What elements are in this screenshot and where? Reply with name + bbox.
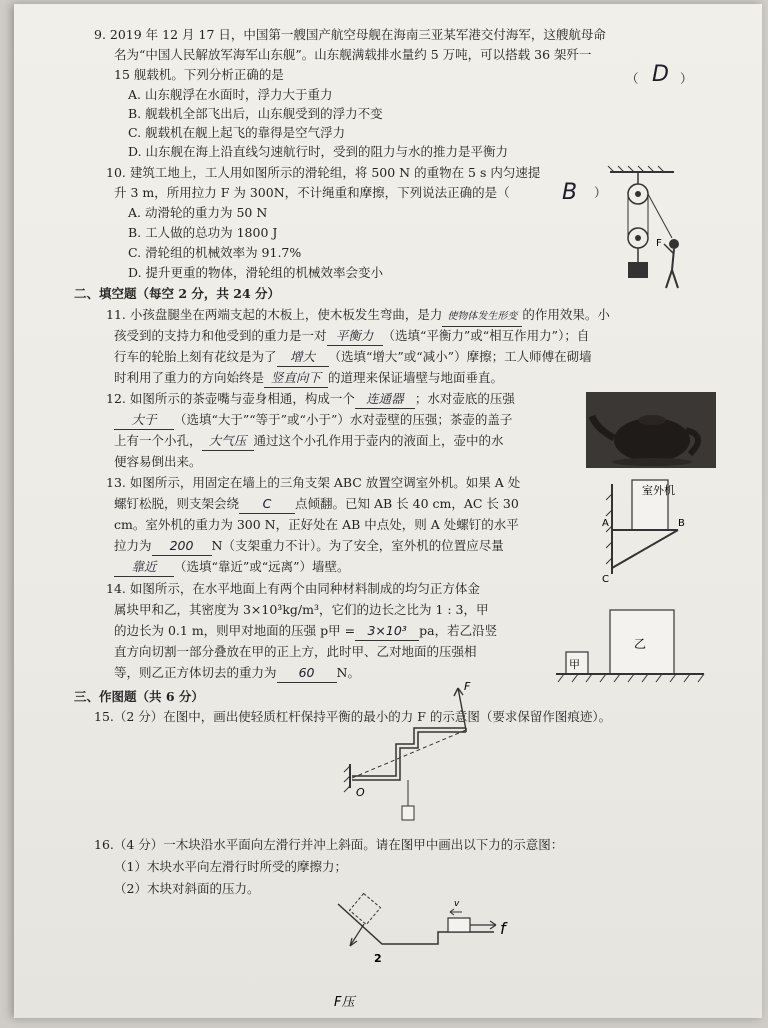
q13-text: （选填“靠近”或“远离”）墙壁。: [174, 559, 350, 574]
q11-line1: [106, 306, 610, 327]
q13-text: 点倾翻。已知 AB 长 40 cm，AC 长 30: [295, 496, 519, 511]
section2-title: 二、填空题（每空 2 分，共 24 分）: [74, 286, 281, 301]
cubes-figure: [554, 608, 714, 688]
point-c-label: C: [602, 574, 609, 585]
q12-line2: [114, 411, 512, 430]
q10-bracket-close: ）: [594, 185, 607, 200]
point-a-label: A: [602, 518, 609, 529]
q9-option-b: B. 舰载机全部飞出后，山东舰受到的浮力不变: [128, 106, 383, 121]
q13-blank2: 200: [152, 537, 212, 556]
q10-answer: B: [562, 180, 578, 205]
q12-line4: 便容易倒出来。: [114, 454, 202, 469]
q12-line1: [106, 390, 515, 409]
outdoor-unit-label: 室外机: [642, 484, 675, 497]
cube-jia-label: 甲: [569, 658, 580, 671]
q14-text: 的边长为 0.1 m，则甲对地面的压强 p甲 =: [114, 623, 356, 638]
q12-text: 上有一个小孔，: [114, 433, 202, 448]
q12-text: ；水对壶底的压强: [414, 391, 515, 406]
q11-blank2: 平衡力: [327, 327, 383, 346]
q12-text: 12. 如图所示的茶壶嘴与壶身相通，构成一个: [106, 391, 355, 406]
q14-line2: 属块甲和乙，其密度为 3×10³kg/m³，它们的边长之比为 1 : 3，甲: [114, 602, 489, 617]
angle-label: 2: [374, 952, 382, 965]
q9-bracket-close: ）: [680, 71, 693, 86]
pulley-figure: [604, 166, 694, 296]
q9-option-a: A. 山东舰浮在水面时，浮力大于重力: [128, 87, 333, 102]
q10-line1: 10. 建筑工地上，工人用如图所示的滑轮组，将 500 N 的重物在 5 s 内匀速提: [106, 165, 541, 180]
q13-line3: cm。室外机的重力为 300 N，正好处在 AB 中点处，则 A 处螺钉的水平: [114, 517, 519, 532]
q16-line1: 16.（4 分）一木块沿水平面向左滑行并冲上斜面。请在图甲中画出以下力的示意图：: [94, 837, 564, 852]
q10-line2: 升 3 m，所用拉力 F 为 300N，不计绳重和摩擦，下列说法正确的是（: [114, 185, 510, 200]
q11-line3: [114, 348, 592, 367]
q9-line2: 名为“中国人民解放军海军山东舰”。山东舰满载排水量约 5 万吨，可以搭载 36 架歼一: [114, 47, 592, 62]
q13-line2: [114, 495, 519, 514]
point-b-label: B: [678, 518, 685, 529]
q11-blank4: 竖直向下: [264, 369, 328, 388]
q11-text: （选填“增大”或“减小”）摩擦；工人师傅在砌墙: [328, 349, 592, 364]
q14-text: pa，若乙沿竖: [419, 623, 498, 638]
q13-blank1: C: [239, 495, 295, 514]
q9-option-d: D. 山东舰在海上沿直线匀速航行时，受到的阻力与水的推力是平衡力: [128, 144, 509, 159]
q13-text: N（支架重力不计）。为了安全，室外机的位置应尽量: [211, 538, 504, 553]
q11-blank1: 使物体发生形变: [442, 308, 522, 327]
q10-option-b: B. 工人做的总功为 1800 J: [128, 225, 278, 240]
q16-sub1: （1）木块水平向左滑行时所受的摩擦力；: [114, 859, 347, 874]
q16-sub2: （2）木块对斜面的压力。: [114, 881, 260, 896]
q15-line1: 15.（2 分）在图中，画出使轻质杠杆保持平衡的最小的力 F 的示意图（要求保留作图痕迹）。: [94, 709, 612, 724]
q11-text: 的道理来保证墙壁与地面垂直。: [328, 370, 504, 385]
q14-text: N。: [336, 665, 360, 680]
lever-figure: [336, 680, 476, 820]
q10-option-c: C. 滑轮组的机械效率为 91.7%: [128, 245, 302, 260]
q12-text: 通过这个小孔作用于壶内的液面上，壶中的水: [253, 433, 504, 448]
section3-title: 三、作图题（共 6 分）: [74, 689, 204, 704]
q12-line3: [114, 432, 504, 451]
q12-blank1: 连通器: [355, 390, 415, 409]
q11-text: 孩受到的支持力和他受到的重力是一对: [114, 328, 327, 343]
friction-label: f: [500, 919, 506, 938]
q9-bracket-open: （: [626, 71, 639, 86]
lever-f-label: F: [464, 680, 471, 693]
q9-option-c: C. 舰载机在舰上起飞的靠得是空气浮力: [128, 125, 346, 140]
lever-o-label: O: [356, 786, 365, 799]
q11-line2: [114, 327, 589, 346]
q12-text: （选填“大于”“等于”或“小于”）水对壶壁的压强；茶壶的盖子: [174, 412, 513, 427]
q11-text: 行车的轮胎上刻有花纹是为了: [114, 349, 277, 364]
q14-line4: 直方向切割一部分叠放在甲的正上方，此时甲、乙对地面的压强相: [114, 644, 477, 659]
q14-blank1: 3×10³: [355, 622, 419, 641]
q14-blank2: 60: [277, 664, 337, 683]
q10-option-d: D. 提升更重的物体，滑轮组的机械效率会变小: [128, 265, 384, 280]
q11-text: 11. 小孩盘腿坐在两端支起的木板上，使木板发生弯曲，是力: [106, 307, 443, 322]
teapot-photo: [586, 392, 716, 468]
exam-sheet: [14, 4, 762, 1018]
q11-blank3: 增大: [277, 348, 329, 367]
q12-blank3: 大气压: [202, 432, 254, 451]
incline-figure: [324, 894, 524, 1014]
q11-text: 时利用了重力的方向始终是: [114, 370, 265, 385]
q13-line5: [114, 558, 350, 577]
pulley-f-label: F: [656, 238, 662, 249]
q13-text: 拉力为: [114, 538, 152, 553]
q14-line1: 14. 如图所示，在水平地面上有两个由同种材料制成的均匀正方体金: [106, 581, 480, 596]
q13-blank3: 靠近: [114, 558, 174, 577]
q11-text: 的作用效果。小: [522, 307, 610, 322]
q9-line1: 9. 2019 年 12 月 17 日，中国第一艘国产航空母舰在海南三亚某军港交付海军，这艘航母命: [94, 27, 606, 42]
q14-line3: [114, 622, 497, 641]
velocity-label: v: [454, 899, 460, 909]
bracket-figure: [598, 474, 688, 584]
q13-line4: [114, 537, 504, 556]
q9-line3: 15 舰载机。下列分析正确的是: [114, 67, 284, 82]
q10-option-a: A. 动滑轮的重力为 50 N: [128, 205, 268, 220]
pressure-label: F压: [334, 995, 355, 1010]
q11-text: （选填“平衡力”或“相互作用力”）；自: [382, 328, 590, 343]
q13-text: 螺钉松脱，则支架会绕: [114, 496, 240, 511]
q13-line1: 13. 如图所示，用固定在墙上的三角支架 ABC 放置空调室外机。如果 A 处: [106, 475, 521, 490]
q11-line4: [114, 369, 503, 388]
q12-blank2: 大于: [114, 411, 174, 430]
q9-answer: D: [652, 62, 669, 87]
cube-yi-label: 乙: [634, 637, 647, 651]
q14-text: 等，则乙正方体切去的重力为: [114, 665, 277, 680]
q14-line5: [114, 664, 360, 683]
